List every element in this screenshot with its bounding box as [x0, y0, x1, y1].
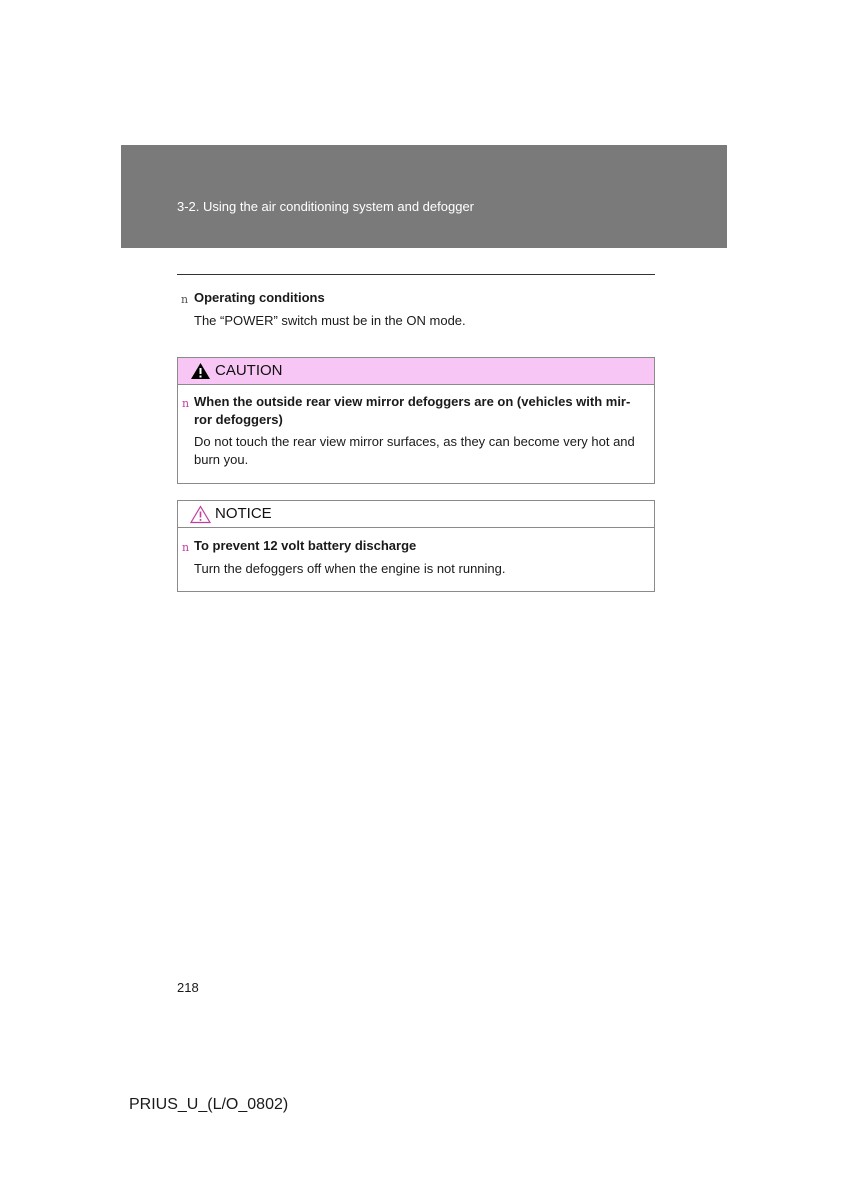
- notice-text: Turn the defoggers off when the engine is not running.: [194, 561, 506, 576]
- notice-heading: To prevent 12 volt battery discharge: [194, 538, 417, 553]
- caution-header: [178, 358, 654, 385]
- operating-conditions-heading: Operating conditions: [194, 290, 325, 305]
- section-title: 3-2. Using the air conditioning system and defogger: [177, 199, 475, 214]
- document-id: PRIUS_U_(L/O_0802): [129, 1096, 289, 1113]
- notice-label: NOTICE: [215, 505, 272, 522]
- bullet-marker: n: [181, 293, 189, 306]
- notice-warning-icon: [190, 505, 211, 524]
- page-number: 218: [177, 980, 199, 995]
- warning-icon: [190, 362, 211, 380]
- header-divider: [177, 274, 655, 275]
- bullet-marker: n: [182, 397, 190, 410]
- notice-header: [178, 501, 654, 528]
- caution-heading-line1: When the outside rear view mirror defoggers are on (vehicles with mir-: [194, 394, 631, 409]
- section-header-band: [121, 145, 727, 248]
- caution-heading-line2: ror defoggers): [194, 412, 283, 427]
- caution-box: [177, 357, 655, 484]
- caution-label: CAUTION: [215, 362, 283, 379]
- operating-conditions-text: The “POWER” switch must be in the ON mode.: [194, 313, 466, 328]
- notice-box: [177, 500, 655, 592]
- caution-text-line2: burn you.: [194, 452, 249, 467]
- bullet-marker: n: [182, 541, 190, 554]
- caution-text-line1: Do not touch the rear view mirror surfaces, as they can become very hot and: [194, 434, 635, 449]
